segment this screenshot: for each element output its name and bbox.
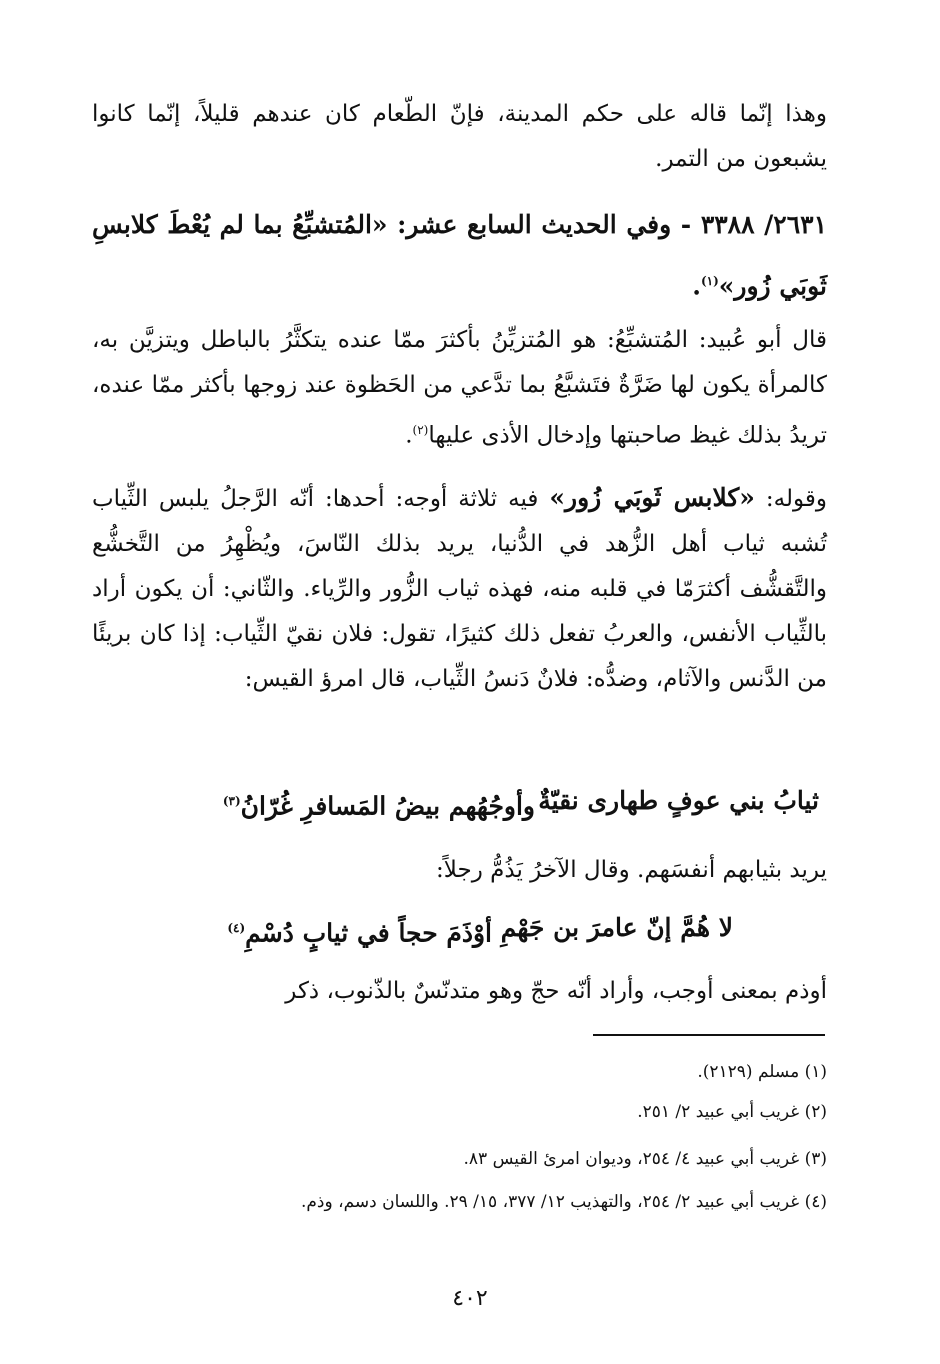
verse-2-first-hemistich: لا هُمَّ إنّ عامرَ بن جَهْمِ <box>500 913 733 942</box>
abu-ubaid-paragraph <box>92 318 827 459</box>
footnote-1 <box>120 1060 827 1084</box>
footnote-number: (١) <box>804 1062 827 1082</box>
hadith-heading <box>92 197 827 314</box>
after-verse-1-text: يريد بثيابهم أنفسَهم. وقال الآخرُ يَذُمُّ رجلاً: <box>436 857 827 883</box>
footnote-number: (٣) <box>804 1149 827 1169</box>
page-number: ٤٠٢ <box>452 1286 488 1311</box>
footnote-text: غريب أبي عبيد ٢/ ٢٥٤، والتهذيب ١٢/ ٣٧٧، ١٥/ ٢٩. واللسان دسم، وذم. <box>301 1192 800 1212</box>
closing-paragraph <box>92 969 827 1014</box>
verse-2-second-hemistich <box>227 908 492 953</box>
after-verse-1-paragraph <box>92 848 827 893</box>
footnote-text: غريب أبي عبيد ٢/ ٢٥١. <box>637 1102 800 1122</box>
footnote-3 <box>120 1147 827 1171</box>
explanation-text: فيه ثلاثة أوجه: أحدها: أنّه الرَّجلُ يلبس الثِّياب تُشبه ثياب أهل الزُّهد في الدُّنيا، يريد بذلك النّاسَ، ويُظْهِرُ من التَّخشُّع والتَّقشُّف أكثرَمّا في قلبه منه، فهذه ثياب الزُّور والرِّياء. والثّاني: أن يكون أراد بالثِّياب الأنفس، والعربُ تفعل ذلك كثيرًا، تقول: فلان نقيّ الثِّياب: إذا كان بريئًا من الدَّنس والآثام، وضدُّه: فلانٌ دَنسُ الثِّياب، قال امرؤ القيس: <box>92 486 827 692</box>
footnote-2 <box>120 1100 827 1124</box>
footnote-marker: (١) <box>700 274 719 288</box>
verse-2-second-text: أوْذَمَ حجاً في ثيابٍ دُسْمِ <box>245 918 492 948</box>
footnote-text: غريب أبي عبيد ٤/ ٢٥٤، وديوان امرئ القيس ٨٣. <box>463 1149 800 1169</box>
footnote-marker: (٤) <box>227 921 246 935</box>
footnote-number: (٢) <box>804 1102 827 1122</box>
abu-ubaid-tail: . <box>405 422 413 449</box>
verse-1-first-hemistich: ثيابُ بني عوفٍ طهارى نقيّةٌ <box>538 786 819 815</box>
footnote-text: مسلم (٢١٢٩). <box>697 1062 800 1082</box>
explanation-paragraph <box>92 475 827 702</box>
footnote-separator <box>593 1034 825 1036</box>
explanation-quote: «كلابس ثَوبَي زُور» <box>549 483 755 512</box>
footnote-marker: (٢) <box>412 423 429 437</box>
hadith-heading-tail: . <box>692 271 701 301</box>
hadith-heading-text: ٢٦٣١/ ٣٣٨٨ - وفي الحديث السابع عشر: «المُتشبِّعُ بما لم يُعْطَ كلابسِ ثَوبَي زُور» <box>92 210 828 301</box>
verse-1-second-hemistich <box>223 781 535 826</box>
footnote-4 <box>120 1190 827 1214</box>
footnote-marker: (٣) <box>222 794 241 808</box>
footnote-number: (٤) <box>804 1192 827 1212</box>
intro-text: وهذا إنّما قاله على حكم المدينة، فإنّ الطّعام كان عندهم قليلاً، إنّما كانوا يشبعون من التمر. <box>92 101 827 172</box>
intro-paragraph <box>92 92 827 182</box>
explanation-lead: وقوله: <box>754 486 827 512</box>
verse-1-second-text: وأوجُهُهم بيضُ المَسافرِ غُرّانُ <box>240 791 535 821</box>
closing-text: أوذم بمعنى أوجب، وأراد أنّه حجّ وهو متدنّسٌ بالذّنوب، ذكر <box>285 978 827 1004</box>
abu-ubaid-text: قال أبو عُبيد: المُتشبِّعُ: هو المُتزيِّنُ بأكثرَ ممّا عنده يتكثَّرُ بالباطل ويتزيَّن به، كالمرأة يكون لها ضَرَّةٌ فتَشبَّعُ بما تدَّعي من الحَظوة عند زوجها بأكثر ممّا عنده، تريدُ بذلك غيظ صاحبتها وإدخال الأذى عليها <box>92 327 827 449</box>
